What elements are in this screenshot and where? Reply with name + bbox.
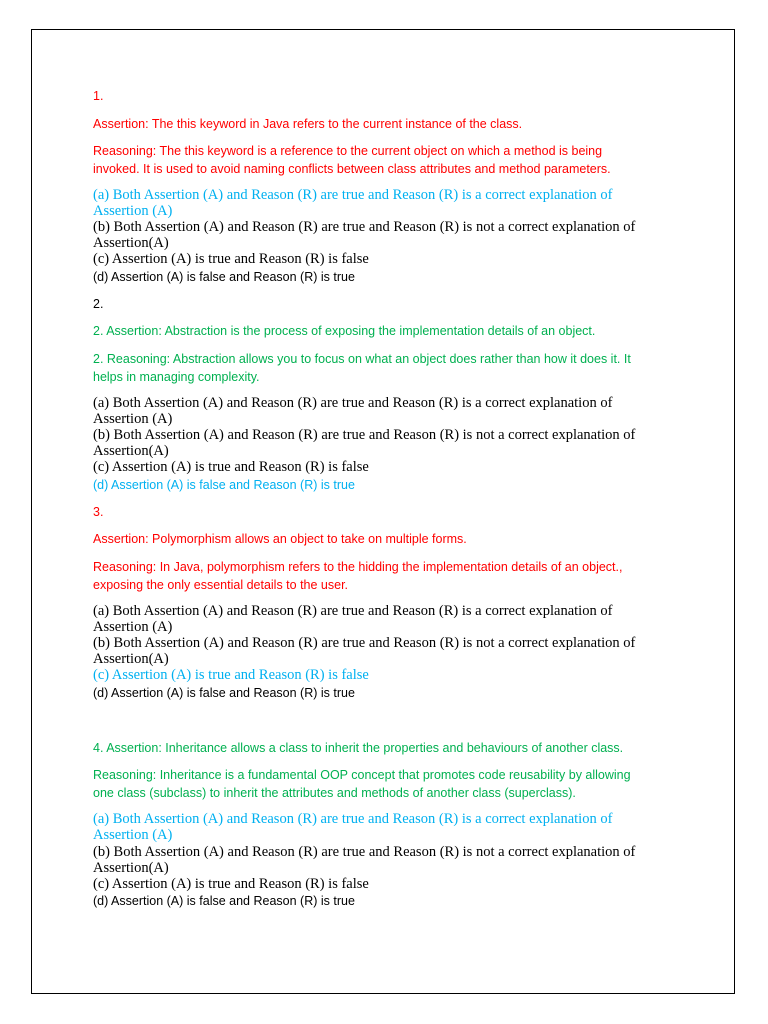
question-2-reasoning-line-1: 2. Reasoning: Abstraction allows you to focus on what an object does rather than how it does it. It [93,352,631,366]
question-2-reasoning-line-2: helps in managing complexity. [93,370,260,384]
question-1-number: 1. [93,89,104,103]
question-4-reasoning-line-1: Reasoning: Inheritance is a fundamental OOP concept that promotes code reusability by allowing [93,768,631,782]
question-3-option-b-line-2: Assertion(A) [93,651,169,667]
question-1-reasoning-line-1: Reasoning: The this keyword is a reference to the current object on which a method is being [93,144,603,158]
question-1-assertion: Assertion: The this keyword in Java refers to the current instance of the class. [93,117,523,131]
question-4-option-c: (c) Assertion (A) is true and Reason (R) is false [93,876,369,892]
question-1-option-a-line-2: Assertion (A) [93,203,173,219]
question-1-option-c: (c) Assertion (A) is true and Reason (R) is false [93,251,369,267]
question-3-reasoning-line-2: exposing the only essential details to the user. [93,578,349,592]
question-2-assertion: 2. Assertion: Abstraction is the process of exposing the implementation details of an object. [93,324,596,338]
question-1-option-a-line-1: (a) Both Assertion (A) and Reason (R) are true and Reason (R) is a correct explanation of [93,187,613,203]
question-2-number: 2. [93,297,104,311]
question-2-option-d: (d) Assertion (A) is false and Reason (R) is true [93,478,355,492]
question-4-option-d: (d) Assertion (A) is false and Reason (R) is true [93,894,355,908]
question-4-option-b-line-2: Assertion(A) [93,860,169,876]
question-1-option-b-line-1: (b) Both Assertion (A) and Reason (R) are true and Reason (R) is not a correct explanation of [93,219,636,235]
question-4-reasoning-line-2: one class (subclass) to inherit the attributes and methods of another class (superclass). [93,786,576,800]
question-3-option-a-line-2: Assertion (A) [93,619,173,635]
question-4-option-a-line-2: Assertion (A) [93,827,173,843]
question-2-option-b-line-2: Assertion(A) [93,443,169,459]
question-4-option-b-line-1: (b) Both Assertion (A) and Reason (R) are true and Reason (R) is not a correct explanation of [93,844,636,860]
question-2-option-a-line-2: Assertion (A) [93,411,173,427]
question-1-option-d: (d) Assertion (A) is false and Reason (R) is true [93,270,355,284]
question-2-option-a-line-1: (a) Both Assertion (A) and Reason (R) are true and Reason (R) is a correct explanation of [93,395,613,411]
question-3-option-b-line-1: (b) Both Assertion (A) and Reason (R) are true and Reason (R) is not a correct explanation of [93,635,636,651]
question-4-assertion: 4. Assertion: Inheritance allows a class to inherit the properties and behaviours of another class. [93,741,624,755]
question-3-option-c: (c) Assertion (A) is true and Reason (R) is false [93,667,369,683]
question-3-assertion: Assertion: Polymorphism allows an object to take on multiple forms. [93,532,467,546]
question-3-option-d: (d) Assertion (A) is false and Reason (R) is true [93,686,355,700]
question-1-option-b-line-2: Assertion(A) [93,235,169,251]
question-3-reasoning-line-1: Reasoning: In Java, polymorphism refers to the hidding the implementation details of an object., [93,560,623,574]
question-4-option-a-line-1: (a) Both Assertion (A) and Reason (R) are true and Reason (R) is a correct explanation of [93,811,613,827]
question-1-reasoning-line-2: invoked. It is used to avoid naming conflicts between class attributes and method parameters. [93,162,611,176]
question-3-option-a-line-1: (a) Both Assertion (A) and Reason (R) are true and Reason (R) is a correct explanation of [93,603,613,619]
question-2-option-c: (c) Assertion (A) is true and Reason (R) is false [93,459,369,475]
question-2-option-b-line-1: (b) Both Assertion (A) and Reason (R) are true and Reason (R) is not a correct explanation of [93,427,636,443]
question-3-number: 3. [93,505,104,519]
